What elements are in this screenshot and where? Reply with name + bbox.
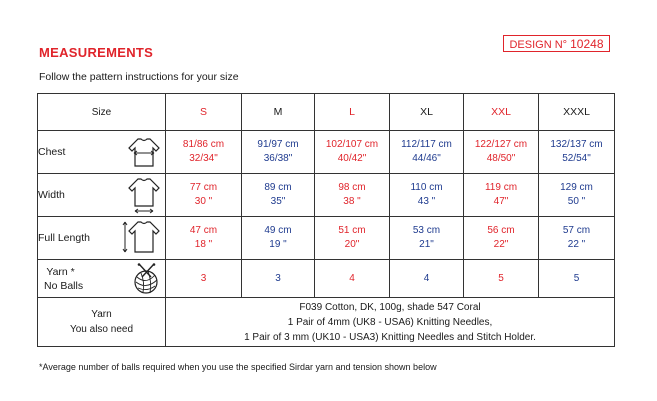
length-m-in: 19 "	[269, 239, 287, 250]
width-m-in: 35"	[270, 196, 286, 207]
length-l-in: 20"	[344, 239, 360, 250]
needles-line-1: 1 Pair of 4mm (UK8 - USA6) Knitting Needles,	[287, 316, 493, 328]
length-xl-in: 21"	[419, 239, 434, 250]
balls-l: 4	[315, 260, 390, 298]
size-s: S	[166, 94, 242, 131]
measurements-table	[37, 93, 615, 347]
width-s-cm: 77 cm	[189, 182, 218, 193]
length-xxl-cm: 56 cm	[487, 225, 515, 236]
width-l-in: 38 "	[343, 196, 361, 207]
needles-line-2: 1 Pair of 3 mm (UK10 - USA3) Knitting Needles and Stitch Holder.	[244, 331, 536, 343]
chest-m-in: 36/38"	[263, 153, 293, 164]
info-label-yarn: Yarn	[91, 309, 112, 320]
subtitle: Follow the pattern instructions for your size	[39, 71, 239, 83]
size-l: L	[315, 94, 390, 131]
design-label: DESIGN N°	[509, 39, 568, 51]
table-row	[38, 298, 615, 347]
width-xxxl-cm: 129 cm	[560, 182, 593, 193]
table-row	[38, 260, 615, 298]
width-xl-cm: 110 cm	[410, 182, 443, 193]
design-number-badge	[503, 35, 610, 52]
sweater-chest-icon	[127, 135, 161, 169]
length-l-cm: 51 cm	[338, 225, 366, 236]
chest-s-cm: 81/86 cm	[182, 139, 225, 150]
width-xxl-in: 47"	[493, 196, 509, 207]
width-s-in: 30 "	[194, 196, 213, 207]
page-title: MEASUREMENTS	[39, 45, 154, 60]
width-xxxl-in: 50 "	[567, 196, 586, 207]
sweater-width-icon	[127, 176, 161, 214]
chest-l-cm: 102/107 cm	[325, 139, 379, 150]
size-m: M	[242, 94, 315, 131]
length-m-cm: 49 cm	[264, 225, 292, 236]
design-number: 10248	[570, 37, 604, 51]
chest-xl-in: 44/46"	[412, 153, 441, 164]
balls-xxl: 5	[464, 260, 539, 298]
chest-l-in: 40/42"	[337, 153, 367, 164]
balls-s: 3	[166, 260, 242, 298]
row-label-width: Width	[38, 189, 65, 201]
table-row	[38, 217, 615, 260]
chest-xl-cm: 112/117 cm	[401, 139, 452, 150]
size-header-label: Size	[38, 94, 166, 131]
footnote: *Average number of balls required when you use the specified Sirdar yarn and tension shown below	[39, 362, 437, 372]
width-xl-in: 43 "	[417, 196, 436, 207]
size-header-row	[38, 94, 615, 131]
length-xxl-in: 22"	[493, 239, 509, 250]
yarn-ball-icon	[131, 263, 161, 295]
row-label-no-balls: No Balls	[44, 279, 84, 292]
chest-xxl-in: 48/50"	[486, 153, 516, 164]
row-label-chest: Chest	[38, 146, 66, 158]
length-xxxl-cm: 57 cm	[562, 225, 591, 236]
chest-s-in: 32/34"	[189, 153, 218, 164]
sweater-length-icon	[121, 219, 161, 257]
table-row	[38, 174, 615, 217]
width-xxl-cm: 119 cm	[484, 182, 518, 193]
length-s-in: 18 "	[194, 239, 213, 250]
width-l-cm: 98 cm	[338, 182, 366, 193]
table-row	[38, 131, 615, 174]
balls-xxxl: 5	[539, 260, 615, 298]
chest-xxxl-cm: 132/137 cm	[550, 139, 603, 150]
balls-xl: 4	[390, 260, 464, 298]
row-label-yarn: Yarn *	[46, 265, 75, 278]
width-m-cm: 89 cm	[264, 182, 292, 193]
info-label-also-need: You also need	[69, 324, 134, 335]
size-xxl: XXL	[464, 94, 539, 131]
size-xxxl: XXXL	[539, 94, 615, 131]
size-xl: XL	[390, 94, 464, 131]
length-xxxl-in: 22 "	[567, 239, 586, 250]
chest-xxl-cm: 122/127 cm	[474, 139, 528, 150]
length-xl-cm: 53 cm	[412, 225, 441, 236]
yarn-description: F039 Cotton, DK, 100g, shade 547 Coral	[299, 301, 481, 313]
chest-xxxl-in: 52/54"	[562, 153, 591, 164]
chest-m-cm: 91/97 cm	[257, 139, 299, 150]
balls-m: 3	[242, 260, 315, 298]
row-label-full-length: Full Length	[38, 232, 90, 244]
length-s-cm: 47 cm	[189, 225, 218, 236]
